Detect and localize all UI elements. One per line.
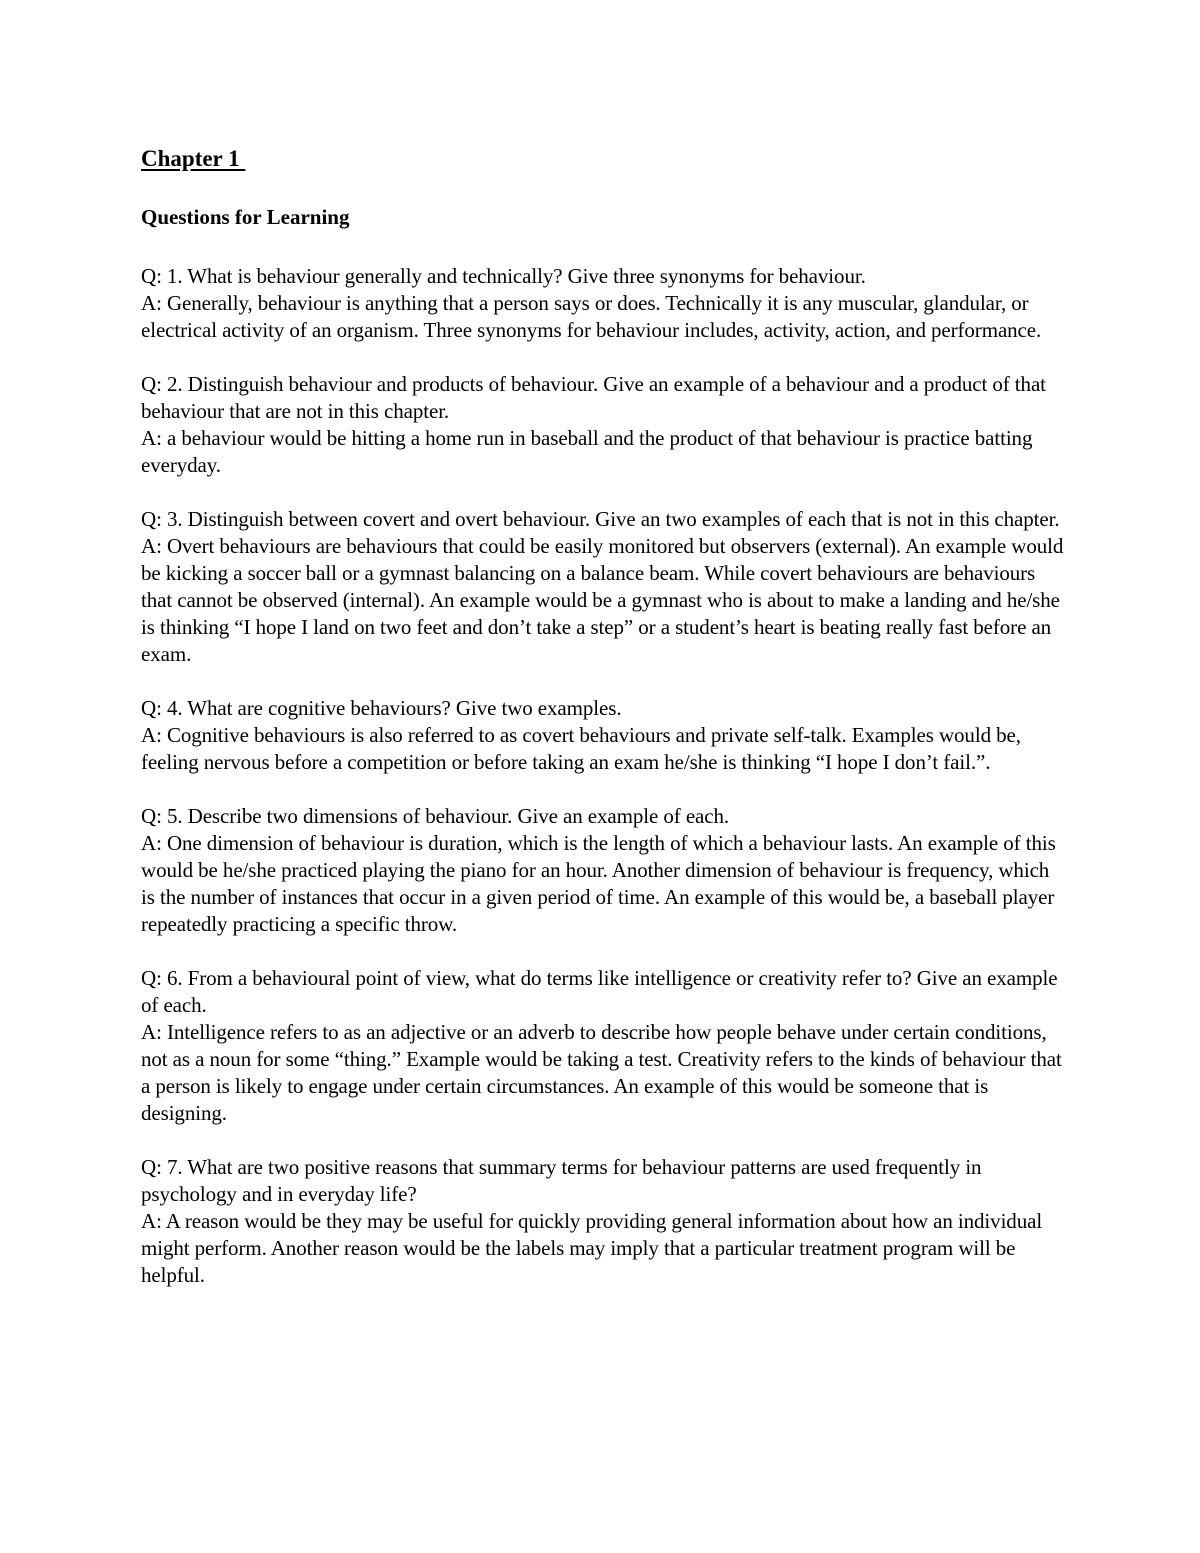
answer-5: A: One dimension of behaviour is duration, which is the length of which a behaviour lasts. An example of this would be he/she practiced playing the piano for an hour. Another dimension of behaviour is frequency, which is the number of instances that occur in a given period of time. An example of this would be, a baseball player repeatedly practicing a specific throw. <box>141 831 1056 936</box>
qa-item-6 <box>141 965 1066 1127</box>
question-7: Q: 7. What are two positive reasons that summary terms for behaviour patterns are used frequently in psychology and in everyday life? <box>141 1155 982 1206</box>
qa-item-1 <box>141 263 1066 344</box>
question-1: Q: 1. What is behaviour generally and technically? Give three synonyms for behaviour. <box>141 264 866 288</box>
qa-list <box>141 263 1066 1289</box>
answer-4: A: Cognitive behaviours is also referred to as covert behaviours and private self-talk. Examples would be, feeling nervous before a competition or before taking an exam he/she is thinking “I hope I don’t fail.”. <box>141 723 1021 774</box>
answer-2: A: a behaviour would be hitting a home run in baseball and the product of that behaviour is practice batting everyday. <box>141 426 1033 477</box>
question-5: Q: 5. Describe two dimensions of behaviour. Give an example of each. <box>141 804 730 828</box>
qa-item-3 <box>141 506 1066 668</box>
answer-6: A: Intelligence refers to as an adjective or an adverb to describe how people behave under certain conditions, not as a noun for some “thing.” Example would be taking a test. Creativity refers to the kinds of behaviour that a person is likely to engage under certain circumstances. An example of this would be someone that is designing. <box>141 1020 1062 1125</box>
qa-item-4 <box>141 695 1066 776</box>
answer-1: A: Generally, behaviour is anything that a person says or does. Technically it is any muscular, glandular, or electrical activity of an organism. Three synonyms for behaviour includes, activity, action, and performance. <box>141 291 1042 342</box>
section-heading: Questions for Learning <box>141 205 350 229</box>
qa-item-7 <box>141 1154 1066 1289</box>
answer-7: A: A reason would be they may be useful for quickly providing general information about how an individual might perform. Another reason would be the labels may imply that a particular treatment program will be helpful. <box>141 1209 1043 1287</box>
answer-3: A: Overt behaviours are behaviours that could be easily monitored but observers (external). An example would be kicking a soccer ball or a gymnast balancing on a balance beam. While covert behaviours are behaviours that cannot be observed (internal). An example would be a gymnast who is about to make a landing and he/she is thinking “I hope I land on two feet and don’t take a step” or a student’s heart is beating really fast before an exam. <box>141 534 1064 666</box>
chapter-title: Chapter 1 <box>141 146 246 171</box>
qa-item-2 <box>141 371 1066 479</box>
document-page <box>141 140 1066 1316</box>
question-4: Q: 4. What are cognitive behaviours? Give two examples. <box>141 696 622 720</box>
question-6: Q: 6. From a behavioural point of view, what do terms like intelligence or creativity refer to? Give an example of each. <box>141 966 1058 1017</box>
question-3: Q: 3. Distinguish between covert and overt behaviour. Give an two examples of each that is not in this chapter. <box>141 507 1060 531</box>
question-2: Q: 2. Distinguish behaviour and products of behaviour. Give an example of a behaviour and a product of that behaviour that are not in this chapter. <box>141 372 1046 423</box>
qa-item-5 <box>141 803 1066 938</box>
